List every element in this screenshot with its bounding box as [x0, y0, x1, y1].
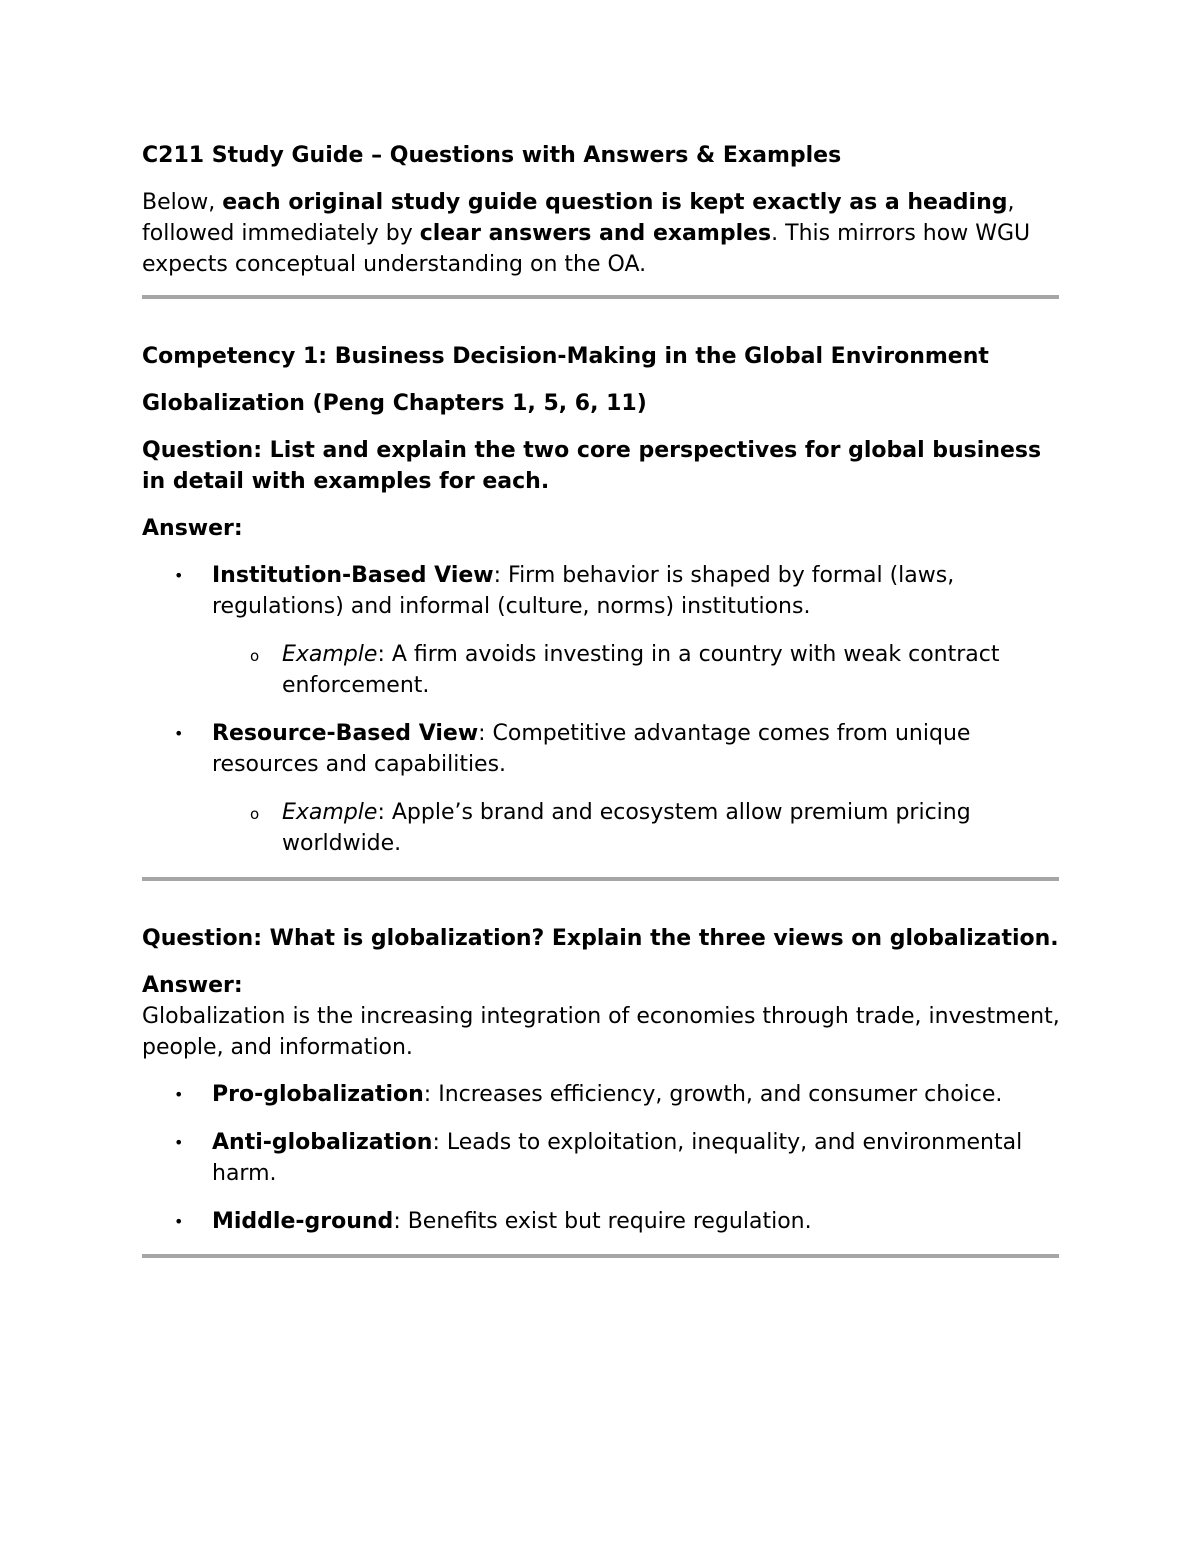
intro-text-1: Below, — [142, 190, 223, 215]
answer-label-2: Answer: — [142, 973, 243, 998]
desc-resource-based-view: : Competitive advantage comes from unique resources and capabilities. — [212, 721, 971, 777]
divider-3 — [142, 1254, 1059, 1258]
desc-institution-based-view: : Firm behavior is shaped by formal (laws, regulations) and informal (culture, norms) institutions. — [212, 563, 955, 619]
example-list-1 — [212, 639, 1062, 701]
topic-heading: Globalization (Peng Chapters 1, 5, 6, 11) — [142, 391, 647, 416]
example-item-2 — [212, 797, 1062, 859]
question-2: Question: What is globalization? Explain the three views on globalization. — [142, 926, 1059, 951]
bullet-icon: • — [174, 1212, 184, 1231]
example-list-2 — [212, 797, 1062, 859]
term-pro-globalization: Pro-globalization — [212, 1082, 424, 1107]
example-item-1 — [212, 639, 1062, 701]
list-item-pro-globalization — [142, 1079, 1062, 1110]
example-text-1: : A firm avoids investing in a country with weak contract enforcement. — [282, 642, 1000, 698]
bullet-icon: • — [174, 566, 184, 585]
bullet-icon: • — [174, 724, 184, 743]
intro-bold-2: clear answers and examples — [419, 221, 772, 246]
intro-text-3: . This mirrors how WGU expects conceptual understanding on the OA. — [142, 221, 1031, 277]
divider-2 — [142, 877, 1059, 881]
desc-pro-globalization: : Increases efficiency, growth, and consumer choice. — [423, 1082, 1003, 1107]
intro-text-2: , followed immediately by — [142, 190, 1015, 246]
term-middle-ground: Middle-ground — [212, 1209, 394, 1234]
term-anti-globalization: Anti-globalization — [212, 1130, 433, 1155]
document-title: C211 Study Guide – Questions with Answers & Examples — [142, 143, 842, 168]
example-label-2: Example — [282, 800, 378, 825]
list-item-anti-globalization — [142, 1127, 1062, 1189]
example-label-1: Example — [282, 642, 378, 667]
list-item-middle-ground — [142, 1206, 1062, 1237]
term-resource-based-view: Resource-Based View — [212, 721, 479, 746]
example-text-2: : Apple’s brand and ecosystem allow premium pricing worldwide. — [282, 800, 971, 856]
globalization-views-list — [142, 1079, 1062, 1237]
question-1: Question: List and explain the two core perspectives for global business in detail with examples for each. — [142, 438, 1042, 494]
list-item-resource-based-view — [142, 718, 1062, 859]
desc-middle-ground: : Benefits exist but require regulation. — [393, 1209, 812, 1234]
document-body — [142, 140, 1062, 1258]
intro-bold-1: each original study guide question is kept exactly as a heading — [222, 190, 1008, 215]
desc-anti-globalization: : Leads to exploitation, inequality, and environmental harm. — [212, 1130, 1023, 1186]
bullet-icon: • — [174, 1133, 184, 1152]
term-institution-based-view: Institution-Based View — [212, 563, 494, 588]
divider-1 — [142, 295, 1059, 299]
circle-bullet-icon: o — [250, 647, 260, 665]
circle-bullet-icon: o — [250, 805, 260, 823]
bullet-icon: • — [174, 1085, 184, 1104]
perspectives-list — [142, 560, 1062, 859]
answer-text-2: Globalization is the increasing integration of economies through trade, investment, people, and information. — [142, 1004, 1060, 1060]
intro-paragraph — [142, 187, 1062, 280]
answer-label-1: Answer: — [142, 516, 243, 541]
competency-heading: Competency 1: Business Decision-Making in the Global Environment — [142, 344, 989, 369]
list-item-institution-based-view — [142, 560, 1062, 701]
